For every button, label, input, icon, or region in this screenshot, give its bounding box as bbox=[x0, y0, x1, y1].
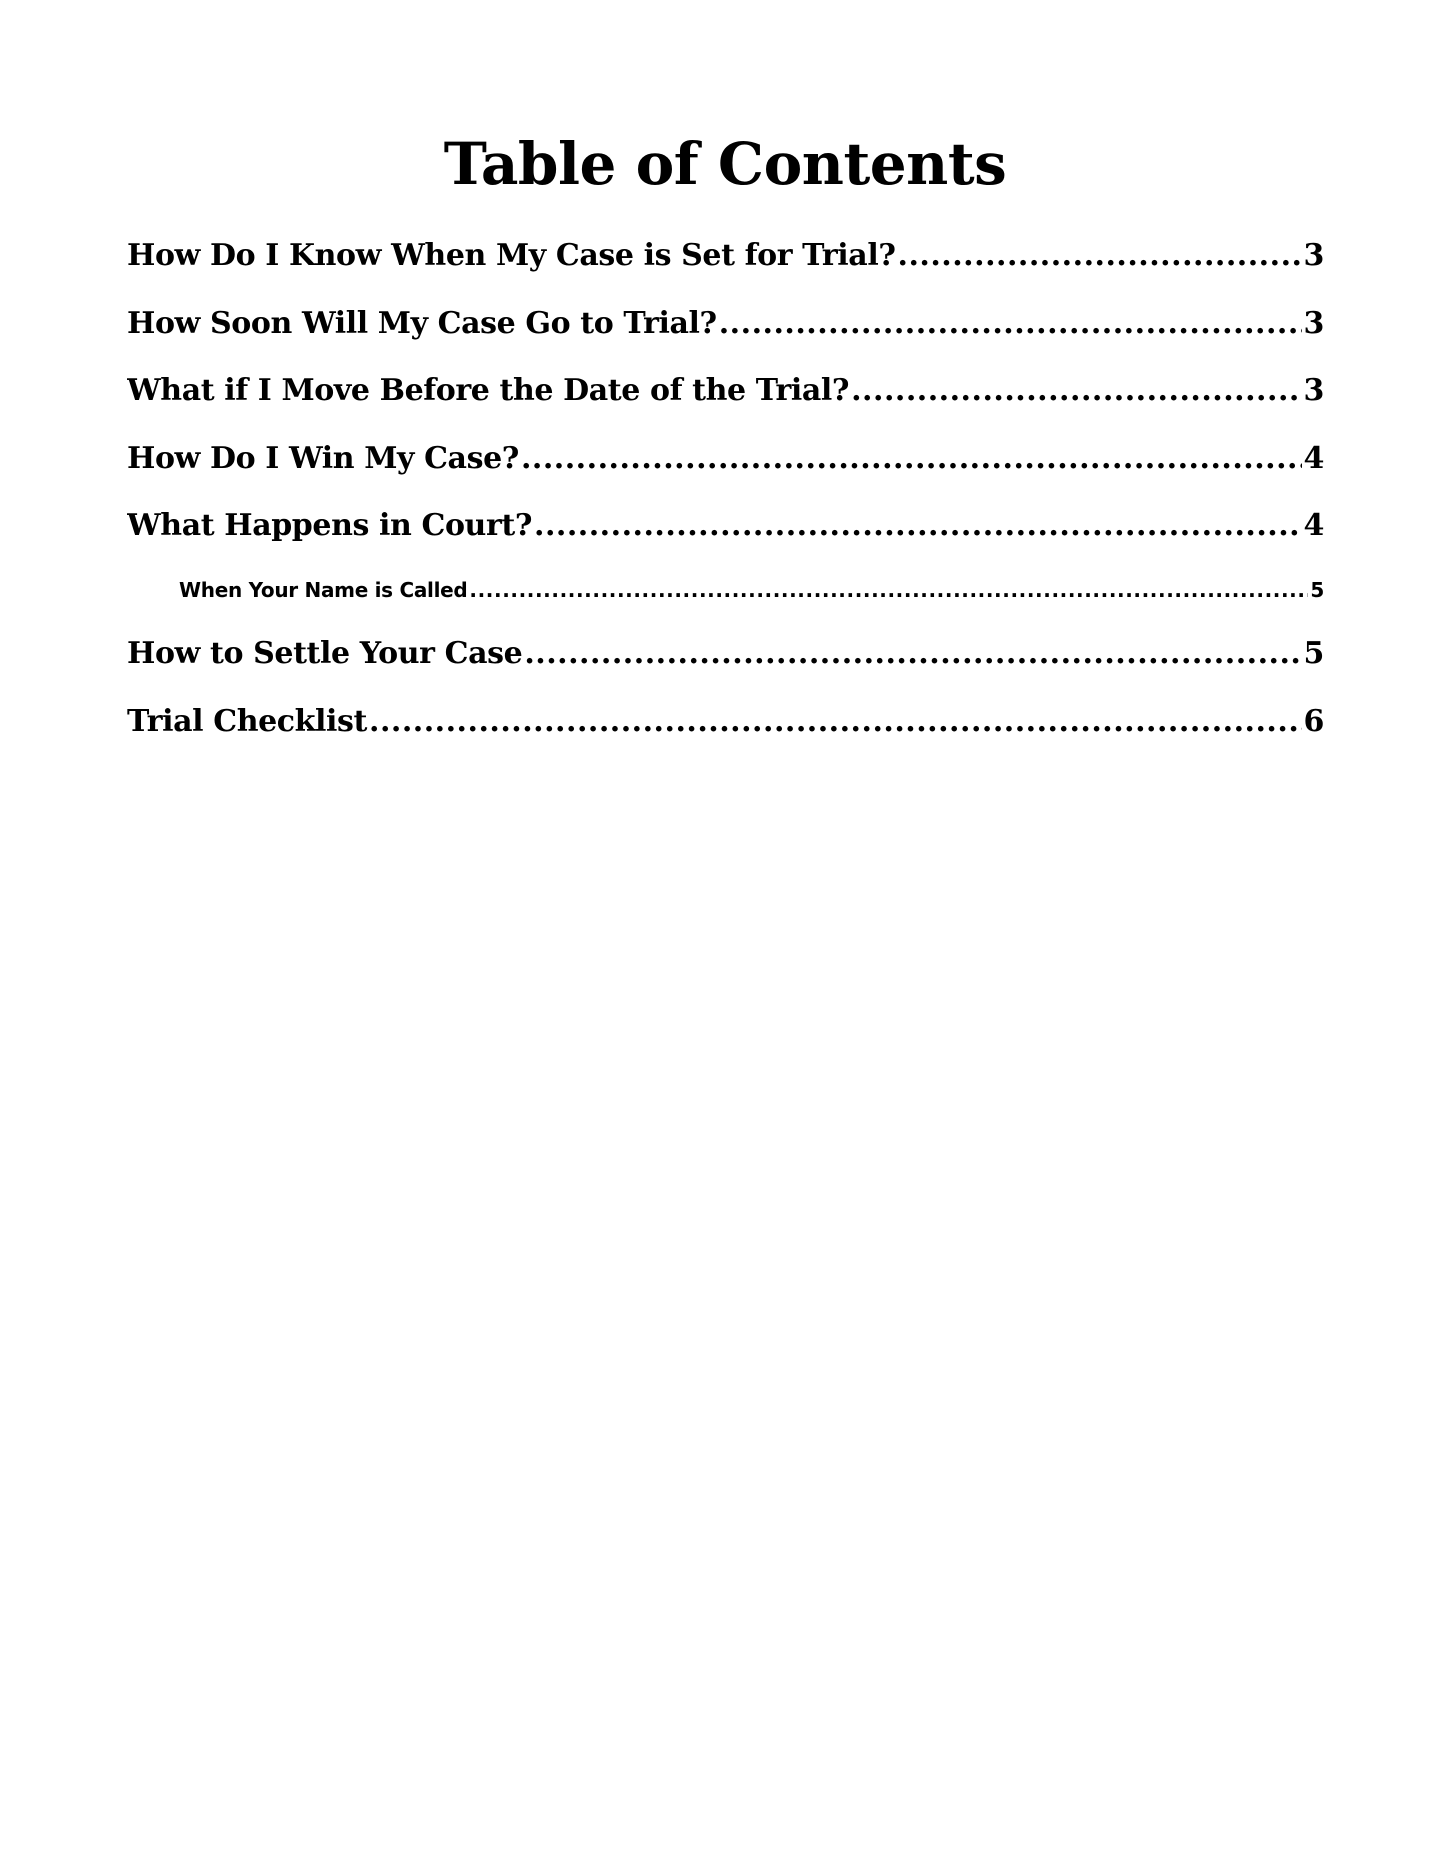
toc-entry-page-number: 3 bbox=[1303, 238, 1324, 273]
dot-leader bbox=[898, 236, 1302, 276]
dot-leader bbox=[521, 439, 1302, 479]
toc-entry-page-number: 4 bbox=[1303, 441, 1324, 476]
dot-leader bbox=[534, 506, 1302, 546]
toc-entry-label: What if I Move Before the Date of the Trial? bbox=[127, 373, 850, 408]
toc-entry-label: How Soon Will My Case Go to Trial? bbox=[127, 306, 717, 341]
toc-entry-label: How Do I Win My Case? bbox=[127, 441, 519, 476]
toc-subentry-name-is-called[interactable] bbox=[179, 575, 1324, 605]
toc-entry-case-set-for-trial[interactable] bbox=[127, 236, 1324, 276]
toc-entry-label: When Your Name is Called bbox=[179, 578, 468, 602]
dot-leader bbox=[719, 304, 1302, 344]
toc-entry-page-number: 6 bbox=[1303, 704, 1324, 739]
toc-entry-trial-checklist[interactable] bbox=[127, 702, 1324, 742]
toc-entry-label: What Happens in Court? bbox=[127, 508, 533, 543]
dot-leader bbox=[369, 702, 1302, 742]
dot-leader bbox=[851, 371, 1301, 411]
toc-entry-page-number: 4 bbox=[1303, 508, 1324, 543]
dot-leader bbox=[469, 575, 1308, 605]
page-title: Table of Contents bbox=[443, 130, 1007, 198]
toc-entry-win-my-case[interactable] bbox=[127, 439, 1324, 479]
toc-entry-label: How to Settle Your Case bbox=[127, 636, 523, 671]
toc-entry-page-number: 5 bbox=[1310, 578, 1324, 602]
toc-entry-page-number: 5 bbox=[1303, 636, 1324, 671]
toc-entry-label: How Do I Know When My Case is Set for Trial? bbox=[127, 238, 896, 273]
toc-entry-how-soon-trial[interactable] bbox=[127, 304, 1324, 344]
toc-entry-what-happens-in-court[interactable] bbox=[127, 506, 1324, 546]
toc-entry-move-before-trial[interactable] bbox=[127, 371, 1324, 411]
dot-leader bbox=[524, 634, 1301, 674]
toc-entry-label: Trial Checklist bbox=[127, 704, 367, 739]
toc-entry-settle-your-case[interactable] bbox=[127, 634, 1324, 674]
toc-entry-page-number: 3 bbox=[1303, 306, 1324, 341]
toc-entry-page-number: 3 bbox=[1303, 373, 1324, 408]
